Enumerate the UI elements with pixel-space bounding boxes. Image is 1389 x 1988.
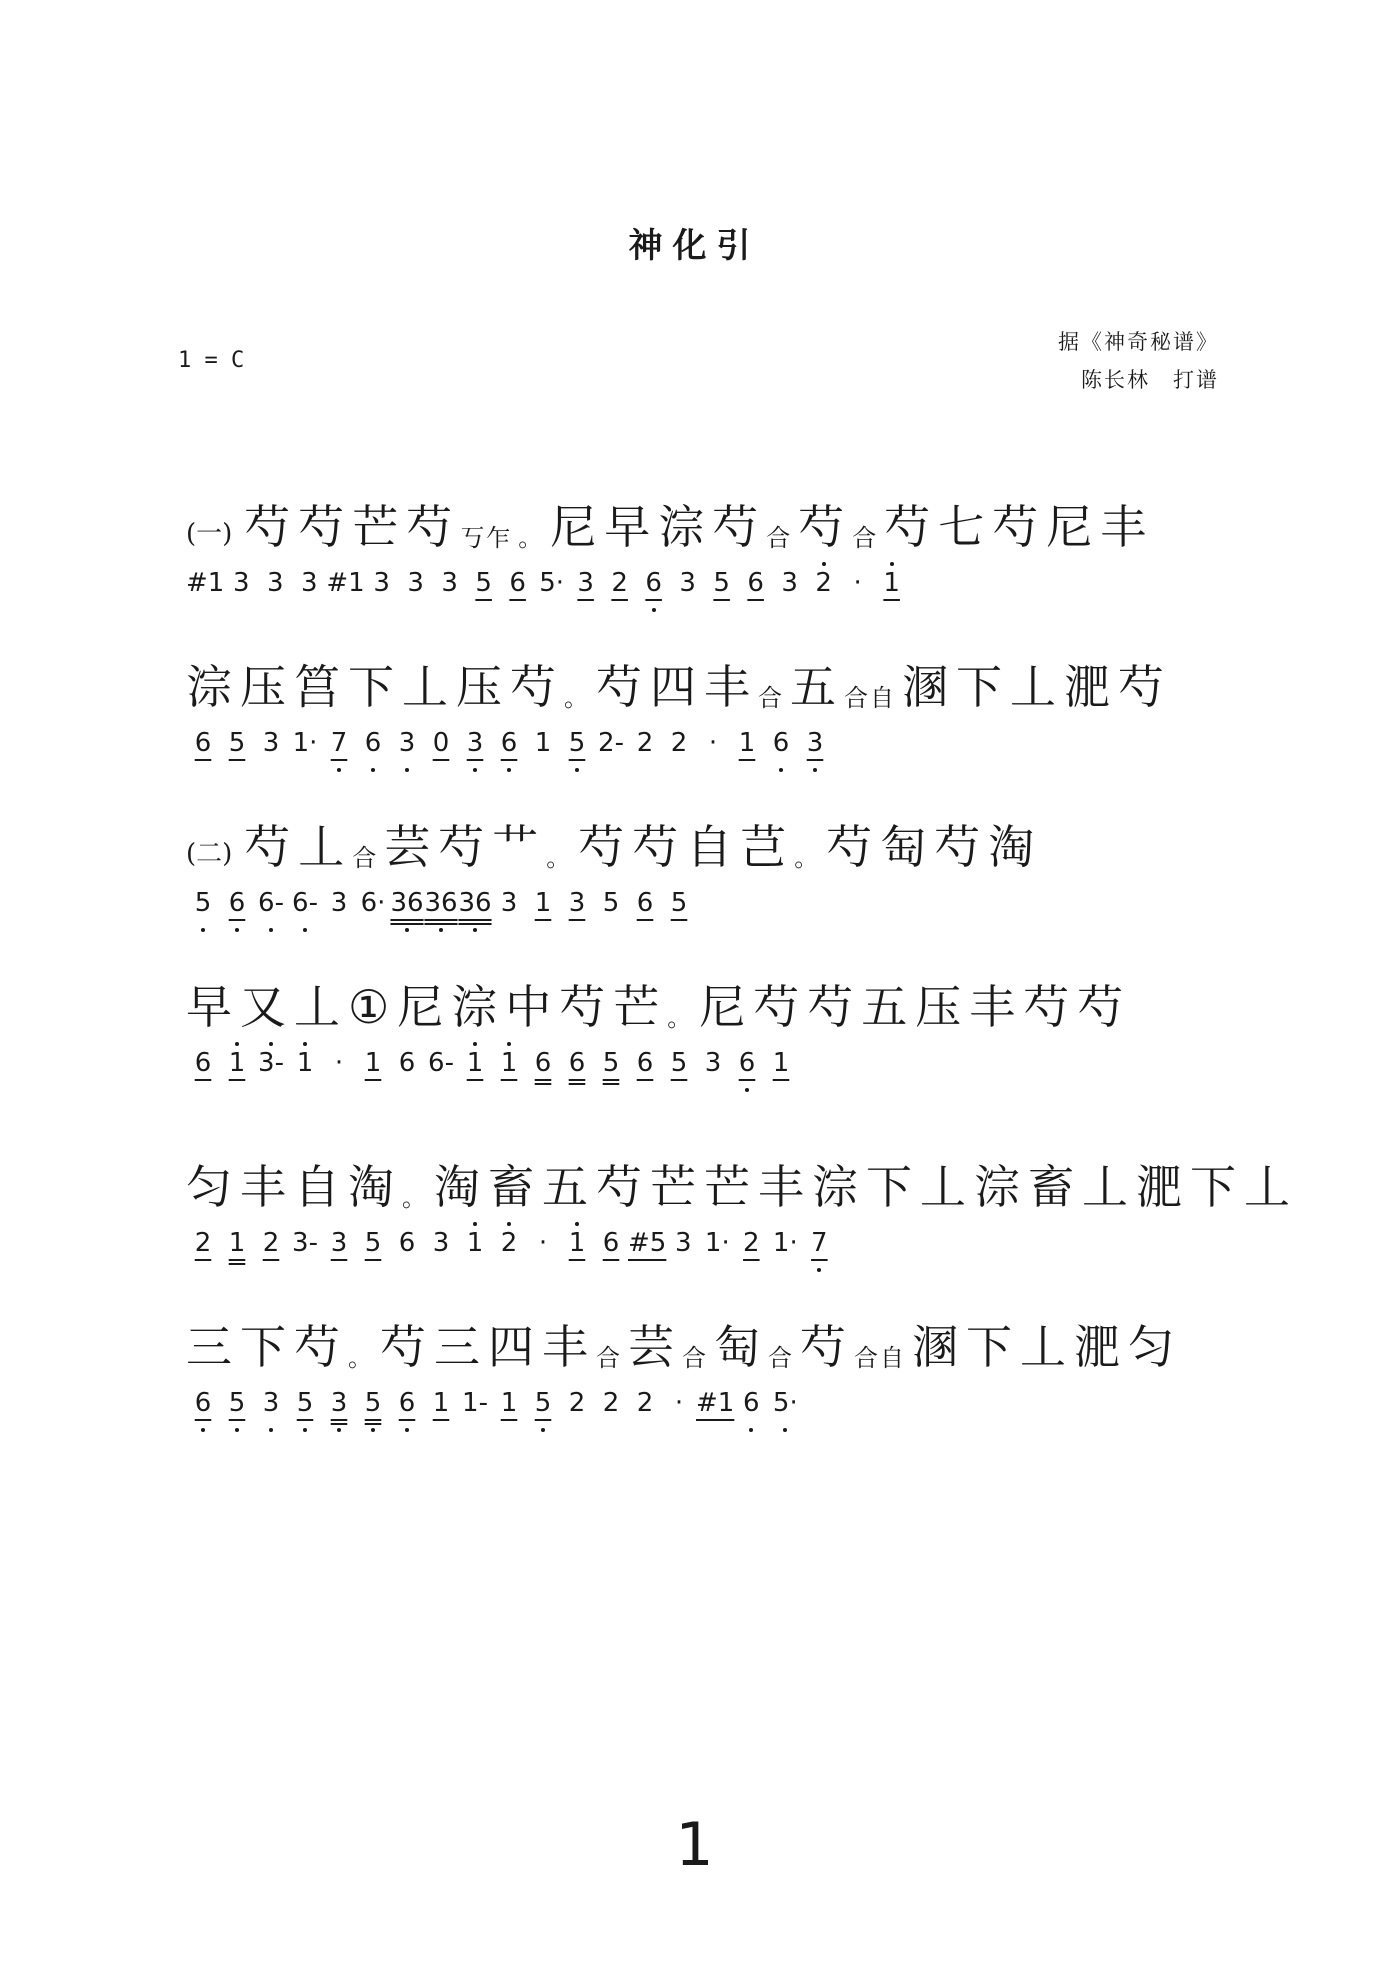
tablature-glyph: 丄 <box>298 820 347 874</box>
page-number: 1 <box>675 1810 714 1880</box>
jianpu-note: 36 <box>424 888 458 924</box>
tablature-glyph: 四 <box>488 1320 536 1374</box>
jianzi-tablature-line <box>186 630 1216 714</box>
tablature-glyph: 芍 <box>559 980 608 1034</box>
tablature-glyph: 尼 <box>550 500 599 554</box>
tablature-glyph: 淝 <box>1064 660 1112 714</box>
tablature-glyph: 芍 <box>596 660 644 714</box>
jianpu-note: #1 <box>186 568 225 598</box>
tablature-glyph: 筥 <box>294 660 342 714</box>
tablature-glyph: 淘 <box>434 1160 482 1214</box>
jianpu-note: 2 <box>262 1228 280 1258</box>
tablature-glyph: 七 <box>938 500 987 554</box>
jianpu-note: 6 <box>602 1228 620 1258</box>
jianpu-note: 3- <box>254 1048 288 1084</box>
tablature-glyph: 芍 <box>596 1160 644 1214</box>
jianpu-note: 3- <box>292 1228 318 1258</box>
jianzi-tablature-line <box>186 470 1216 554</box>
jianpu-note: 1· <box>292 728 318 758</box>
tablature-glyph: 中 <box>505 980 554 1034</box>
notation-system <box>186 1130 1292 1268</box>
jianpu-note: 3 <box>330 888 348 918</box>
jianpu-note: 6- <box>428 1048 454 1078</box>
jianpu-note: #5 <box>628 1228 667 1258</box>
tablature-glyph: 三 <box>186 1320 234 1374</box>
tablature-glyph: 合 <box>352 844 379 872</box>
notation-system <box>186 950 1216 1088</box>
jianpu-note: 1 <box>500 1388 518 1418</box>
jianpu-note: 6 <box>356 728 390 764</box>
tablature-glyph: 芍 <box>800 1320 848 1374</box>
tablature-glyph: 芍 <box>632 820 681 874</box>
tablature-glyph: 芍 <box>510 660 558 714</box>
jianpu-line <box>186 1224 1216 1268</box>
tablature-glyph: 早 <box>186 980 234 1034</box>
tablature-glyph: 芒 <box>650 1160 698 1214</box>
jianpu-note: 6 <box>534 1048 552 1078</box>
jianpu-note: 1 <box>220 1048 254 1084</box>
jianpu-note: 6 <box>637 568 671 604</box>
tablature-glyph: 合 <box>758 684 784 712</box>
tablature-glyph: ① <box>348 980 392 1034</box>
tablature-glyph: 压 <box>456 660 504 714</box>
jianpu-note: 7 <box>802 1228 836 1264</box>
jianpu-note: 2 <box>636 1388 654 1418</box>
jianpu-note: 3 <box>301 568 318 598</box>
tablature-glyph: 。 <box>794 844 821 872</box>
tablature-glyph: 芒 <box>704 1160 752 1214</box>
jianpu-note: 3 <box>568 888 586 918</box>
jianpu-note: 1 <box>772 1048 790 1078</box>
jianpu-note: 2 <box>670 728 688 758</box>
tablature-glyph: 溷 <box>912 1320 960 1374</box>
tablature-glyph: 淘 <box>348 1160 396 1214</box>
tablature-glyph: 淝 <box>1136 1160 1184 1214</box>
tablature-glyph: 芍 <box>244 500 293 554</box>
jianzi-tablature-line <box>186 790 1216 874</box>
tablature-glyph: 合 <box>852 524 879 552</box>
jianpu-note: 1 <box>875 568 909 604</box>
tablature-glyph: 芍 <box>753 980 802 1034</box>
jianpu-note: 6 <box>636 1048 654 1078</box>
jianpu-line <box>186 1044 1216 1088</box>
jianpu-note: 6- <box>288 888 322 924</box>
jianpu-note: 7 <box>322 728 356 764</box>
tablature-glyph: 芍 <box>1023 980 1072 1034</box>
jianpu-note: 5 <box>228 728 246 758</box>
tablature-glyph: 丄 <box>294 980 342 1034</box>
tablature-glyph: 匀 <box>186 1160 234 1214</box>
tablature-glyph: 合 <box>768 1344 794 1372</box>
tablature-glyph: 五 <box>542 1160 590 1214</box>
jianpu-note: 6 <box>747 568 764 598</box>
jianpu-note: 1 <box>458 1048 492 1084</box>
jianzi-tablature-line <box>186 950 1216 1034</box>
tablature-glyph: 芍 <box>244 820 293 874</box>
tablature-glyph: 。 <box>564 684 590 712</box>
jianpu-note: 1 <box>364 1048 382 1078</box>
jianpu-note: 3 <box>500 888 518 918</box>
notation-system <box>186 470 1216 608</box>
tablature-glyph: 丄 <box>920 1160 968 1214</box>
tablature-glyph: 合自 <box>854 1344 906 1372</box>
tablature-glyph: 芸 <box>384 820 433 874</box>
jianpu-note: · <box>674 1388 684 1418</box>
tablature-glyph: 。 <box>546 844 573 872</box>
jianpu-line <box>186 884 1216 928</box>
jianpu-note: 1- <box>462 1388 488 1418</box>
jianpu-note: 6 <box>220 888 254 924</box>
tablature-glyph: 芍 <box>884 500 933 554</box>
jianpu-note: 2- <box>598 728 624 758</box>
tablature-glyph: 芍 <box>992 500 1041 554</box>
tablature-glyph: 五 <box>861 980 910 1034</box>
tablature-glyph: 下 <box>966 1320 1014 1374</box>
tablature-glyph: 匀 <box>1128 1320 1176 1374</box>
jianpu-note: · <box>708 728 718 758</box>
tablature-glyph: 四 <box>650 660 698 714</box>
tablature-glyph: 芍 <box>1118 660 1166 714</box>
tablature-glyph: 芍 <box>298 500 347 554</box>
tablature-glyph: 溷 <box>902 660 950 714</box>
tablature-glyph: 淝 <box>1074 1320 1122 1374</box>
tablature-glyph: 畜 <box>1028 1160 1076 1214</box>
jianpu-note: 5· <box>539 568 565 598</box>
jianpu-note: 2 <box>492 1228 526 1264</box>
tablature-glyph: 。 <box>518 524 545 552</box>
jianpu-note: 6 <box>734 1388 768 1424</box>
jianpu-note: 6 <box>398 1228 416 1258</box>
jianpu-note: 5 <box>526 1388 560 1424</box>
jianpu-note: 2 <box>807 568 841 604</box>
jianpu-note: 3 <box>675 1228 692 1258</box>
jianpu-note: 3 <box>679 568 696 598</box>
jianpu-note: 1 <box>560 1228 594 1264</box>
jianpu-note: 3 <box>390 728 424 764</box>
jianpu-note: 0 <box>432 728 450 758</box>
jianpu-note: 5· <box>768 1388 802 1424</box>
jianpu-note: 1 <box>288 1048 322 1084</box>
tablature-glyph: 自 <box>686 820 735 874</box>
arranger-credit: 陈长林 打谱 <box>1081 368 1219 392</box>
jianpu-note: 3 <box>458 728 492 764</box>
tablature-glyph: 畜 <box>488 1160 536 1214</box>
tablature-glyph: 。 <box>402 1184 428 1212</box>
jianpu-note: 5 <box>186 888 220 924</box>
jianpu-note: 3 <box>407 568 424 598</box>
tablature-glyph: 丄 <box>1244 1160 1292 1214</box>
tablature-glyph: 丄 <box>1010 660 1058 714</box>
jianpu-note: 3 <box>233 568 250 598</box>
notation-system <box>186 630 1216 768</box>
jianpu-note: 5 <box>670 1048 688 1078</box>
tablature-glyph: 合自 <box>844 684 896 712</box>
jianpu-note: 3 <box>254 1388 288 1424</box>
jianzi-tablature-line <box>186 1130 1292 1214</box>
jianpu-note: 1 <box>458 1228 492 1264</box>
tablature-glyph: 丄 <box>1082 1160 1130 1214</box>
tablature-glyph: 五 <box>790 660 838 714</box>
tablature-glyph: 尼 <box>699 980 748 1034</box>
jianpu-line <box>186 564 1216 608</box>
jianpu-note: · <box>334 1048 344 1078</box>
jianpu-note: 6 <box>492 728 526 764</box>
jianpu-note: 6 <box>636 888 654 918</box>
tablature-glyph: 尼 <box>397 980 446 1034</box>
jianpu-note: 2 <box>602 1388 620 1418</box>
notation-system <box>186 790 1216 928</box>
jianpu-note: 2 <box>194 1228 212 1258</box>
jianpu-note: 3 <box>704 1048 722 1078</box>
jianpu-note: 5 <box>220 1388 254 1424</box>
tablature-glyph: 又 <box>240 980 288 1034</box>
jianpu-note: 1 <box>492 1048 526 1084</box>
jianpu-note: 6 <box>764 728 798 764</box>
tablature-glyph: 匋 <box>714 1320 762 1374</box>
tablature-glyph: 芑 <box>740 820 789 874</box>
tablature-glyph: 芍 <box>826 820 875 874</box>
jianpu-note: #1 <box>326 568 365 598</box>
jianpu-note: 6 <box>509 568 526 598</box>
jianpu-note: · <box>538 1228 548 1258</box>
jianpu-note: 36 <box>390 888 424 924</box>
jianpu-note: 3 <box>441 568 458 598</box>
section-label: (二) <box>186 839 233 869</box>
tablature-glyph: 芸 <box>628 1320 676 1374</box>
tablature-glyph: 丰 <box>542 1320 590 1374</box>
tablature-glyph: 压 <box>240 660 288 714</box>
jianzi-tablature-line <box>186 1290 1216 1374</box>
tablature-glyph: 芍 <box>798 500 847 554</box>
tablature-glyph: 下 <box>1190 1160 1238 1214</box>
jianpu-note: 5 <box>288 1388 322 1424</box>
jianpu-note: 2 <box>611 568 628 598</box>
jianpu-note: 3 <box>267 568 284 598</box>
tablature-glyph: 芍 <box>380 1320 428 1374</box>
tablature-glyph: 尼 <box>1046 500 1095 554</box>
tablature-glyph: 丰 <box>969 980 1018 1034</box>
tablature-glyph: 下 <box>866 1160 914 1214</box>
tablature-glyph: 淙 <box>186 660 234 714</box>
jianpu-note: 5 <box>356 1388 390 1424</box>
tablature-glyph: 丰 <box>704 660 752 714</box>
jianpu-note: 3 <box>577 568 594 598</box>
tablature-glyph: 淙 <box>451 980 500 1034</box>
jianpu-note: 6· <box>360 888 386 918</box>
tablature-glyph: 淘 <box>988 820 1037 874</box>
jianpu-note: 5 <box>560 728 594 764</box>
jianpu-note: 5 <box>602 888 620 918</box>
tablature-glyph: 早 <box>604 500 653 554</box>
tablature-glyph: 芍 <box>934 820 983 874</box>
tablature-glyph: 芍 <box>438 820 487 874</box>
jianpu-note: 1 <box>432 1388 450 1418</box>
jianpu-note: 5 <box>670 888 688 918</box>
tablature-glyph: 淙 <box>974 1160 1022 1214</box>
jianpu-note: 1 <box>228 1228 246 1258</box>
jianpu-note: 2 <box>636 728 654 758</box>
jianpu-note: 1· <box>772 1228 798 1258</box>
tablature-glyph: 下 <box>348 660 396 714</box>
jianpu-note: 6 <box>390 1388 424 1424</box>
tablature-glyph: 压 <box>915 980 964 1034</box>
tablature-glyph: 芒 <box>613 980 662 1034</box>
tablature-glyph: 合 <box>596 1344 622 1372</box>
jianpu-note: 3 <box>798 728 832 764</box>
tablature-glyph: 丄 <box>1020 1320 1068 1374</box>
tablature-glyph: 三 <box>434 1320 482 1374</box>
jianpu-note: 6 <box>194 728 212 758</box>
tablature-glyph: 芍 <box>712 500 761 554</box>
jianpu-note: 6 <box>398 1048 416 1078</box>
jianpu-note: 5 <box>602 1048 620 1078</box>
tablature-glyph: 下 <box>240 1320 288 1374</box>
tablature-glyph: 自 <box>294 1160 342 1214</box>
jianpu-note: 3 <box>330 1228 348 1258</box>
tablature-glyph: 芍 <box>294 1320 342 1374</box>
tablature-glyph: 淙 <box>658 500 707 554</box>
jianpu-note: · <box>853 568 862 598</box>
jianpu-note: 5 <box>475 568 492 598</box>
jianpu-note: 2 <box>743 1228 760 1258</box>
jianpu-note: 5 <box>364 1228 382 1258</box>
jianpu-note: 3 <box>781 568 798 598</box>
jianpu-note: 3 <box>373 568 390 598</box>
tablature-glyph: 合 <box>682 1344 708 1372</box>
key-signature: 1 = C <box>178 348 245 373</box>
jianpu-note: 6 <box>194 1048 212 1078</box>
page-title: 神化引 <box>628 226 761 266</box>
jianpu-note: 3 <box>262 728 280 758</box>
tablature-glyph: 芍 <box>578 820 627 874</box>
jianpu-line <box>186 1384 1216 1428</box>
tablature-glyph: 芍 <box>1077 980 1126 1034</box>
tablature-glyph: 下 <box>956 660 1004 714</box>
jianpu-note: 6- <box>254 888 288 924</box>
jianpu-note: 6 <box>568 1048 586 1078</box>
tablature-glyph: 丰 <box>240 1160 288 1214</box>
jianpu-note: 6 <box>186 1388 220 1424</box>
jianpu-note: 2 <box>568 1388 586 1418</box>
tablature-glyph: 芒 <box>352 500 401 554</box>
tablature-glyph: 艹 <box>492 820 541 874</box>
jianpu-note: 3 <box>432 1228 450 1258</box>
tablature-glyph: 芍 <box>406 500 455 554</box>
jianpu-note: 6 <box>730 1048 764 1084</box>
tablature-glyph: 合 <box>766 524 793 552</box>
tablature-glyph: 。 <box>348 1344 374 1372</box>
jianpu-note: 36 <box>458 888 492 924</box>
jianpu-line <box>186 724 1216 768</box>
jianpu-note: 1 <box>738 728 756 758</box>
tablature-glyph: 芍 <box>807 980 856 1034</box>
section-label: (一) <box>186 519 233 549</box>
jianpu-note: 1· <box>704 1228 730 1258</box>
tablature-glyph: 丂乍 <box>460 524 513 552</box>
jianpu-note: 1 <box>534 888 552 918</box>
notation-system <box>186 1290 1216 1428</box>
tablature-glyph: 丰 <box>1100 500 1149 554</box>
tablature-glyph: 丰 <box>758 1160 806 1214</box>
tablature-glyph: 。 <box>667 1004 694 1032</box>
jianpu-note: #1 <box>696 1388 735 1418</box>
source-credit: 据《神奇秘谱》 <box>1058 330 1219 354</box>
jianpu-note: 5 <box>713 568 730 598</box>
jianpu-note: 1 <box>534 728 552 758</box>
tablature-glyph: 丄 <box>402 660 450 714</box>
tablature-glyph: 匋 <box>880 820 929 874</box>
jianpu-note: 3 <box>322 1388 356 1424</box>
tablature-glyph: 淙 <box>812 1160 860 1214</box>
